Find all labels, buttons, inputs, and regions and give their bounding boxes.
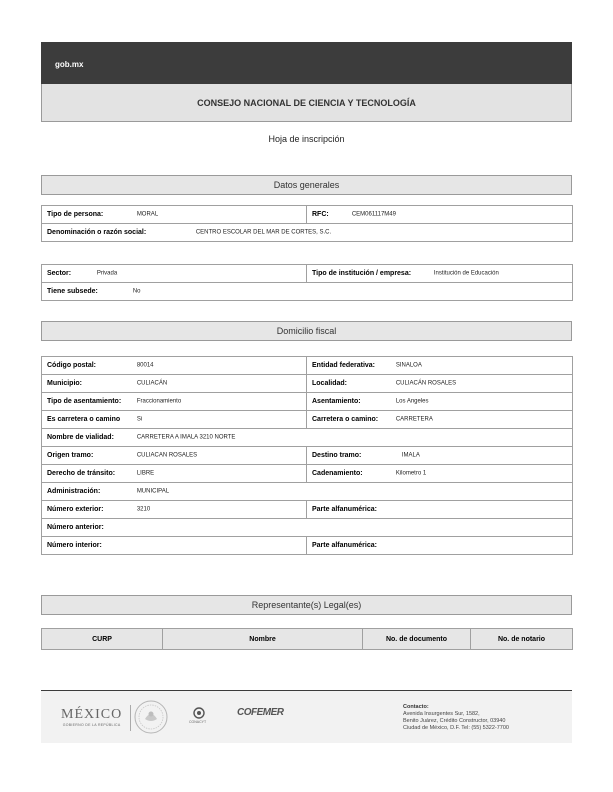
field-num-exterior: Número exterior: 3210 [42,501,307,519]
contact-line-3: Ciudad de México, D.F. Tel: (55) 5322-7700 [403,725,509,731]
datos-generales-table-2 [41,264,573,301]
column-header-no-documento: No. de documento [363,629,471,650]
field-subsede: Tiene subsede: No [42,283,573,301]
field-tipo-institucion: Tipo de institución / empresa: Institución de Educación [307,265,573,283]
field-vialidad: Nombre de vialidad: CARRETERA A IMALA 3210 NORTE [42,429,573,447]
field-num-anterior: Número anterior: [42,519,573,537]
institution-name: CONSEJO NACIONAL DE CIENCIA Y TECNOLOGÍA [197,98,416,108]
field-num-interior: Número interior: [42,537,307,555]
institution-banner [41,84,572,122]
page-title: Hoja de inscripción [268,134,345,144]
section-representantes [41,595,572,615]
contact-line-2: Benito Juárez, Crédito Constructor, 03940 [403,718,506,724]
field-es-carretera: Es carretera o camino Si [42,411,307,429]
cofemer-logo: COFEMER [237,707,284,718]
section-title: Domicilio fiscal [276,326,337,336]
column-header-no-notario: No. de notario [471,629,573,650]
field-tipo-asentamiento: Tipo de asentamiento: Fraccionamiento [42,393,307,411]
contact-line-1: Avenida Insurgentes Sur, 1582, [403,711,480,717]
logo-divider [130,705,131,731]
field-municipio: Municipio: CULIACÁN [42,375,307,393]
field-codigo-postal: Código postal: 80014 [42,357,307,375]
national-seal-icon [133,699,169,735]
contact-title: Contacto: [403,704,429,710]
field-alfanumerica-1: Parte alfanumérica: [307,501,573,519]
column-header-curp: CURP [42,629,163,650]
contact-block [403,704,509,732]
field-cadenamiento: Cadenamiento: Kilometro 1 [307,465,573,483]
field-origen: Origen tramo: CULIACAN ROSALES [42,447,307,465]
footer [41,691,572,743]
field-sector: Sector: Privada [42,265,307,283]
field-alfanumerica-2: Parte alfanumérica: [307,537,573,555]
field-derecho: Derecho de tránsito: LIBRE [42,465,307,483]
field-destino: Destino tramo: IMALA [307,447,573,465]
top-bar [41,42,572,84]
field-asentamiento: Asentamiento: Los Angeles [307,393,573,411]
field-localidad: Localidad: CULIACÁN ROSALES [307,375,573,393]
section-datos-generales [41,175,572,195]
domicilio-table [41,356,573,555]
field-denominacion: Denominación o razón social: CENTRO ESCOLAR DEL MAR DE CORTES, S.C. [42,224,573,242]
conacyt-logo-icon [191,707,207,719]
field-rfc: RFC: CEM061117M49 [307,206,573,224]
brand-link[interactable]: gob.mx [55,60,84,69]
field-entidad: Entidad federativa: SINALOA [307,357,573,375]
section-title: Representante(s) Legal(es) [251,600,362,610]
section-title: Datos generales [273,180,340,190]
field-carretera: Carretera o camino: CARRETERA [307,411,573,429]
column-header-nombre: Nombre [163,629,363,650]
conacyt-label: CONACYT [189,720,207,724]
field-tipo-persona: Tipo de persona: MORAL [42,206,307,224]
datos-generales-table-1 [41,205,573,242]
section-domicilio-fiscal [41,321,572,341]
field-administracion: Administración: MUNICIPAL [42,483,573,501]
representantes-table [41,628,573,650]
mexico-logo: MÉXICO GOBIERNO DE LA REPÚBLICA [61,707,123,727]
